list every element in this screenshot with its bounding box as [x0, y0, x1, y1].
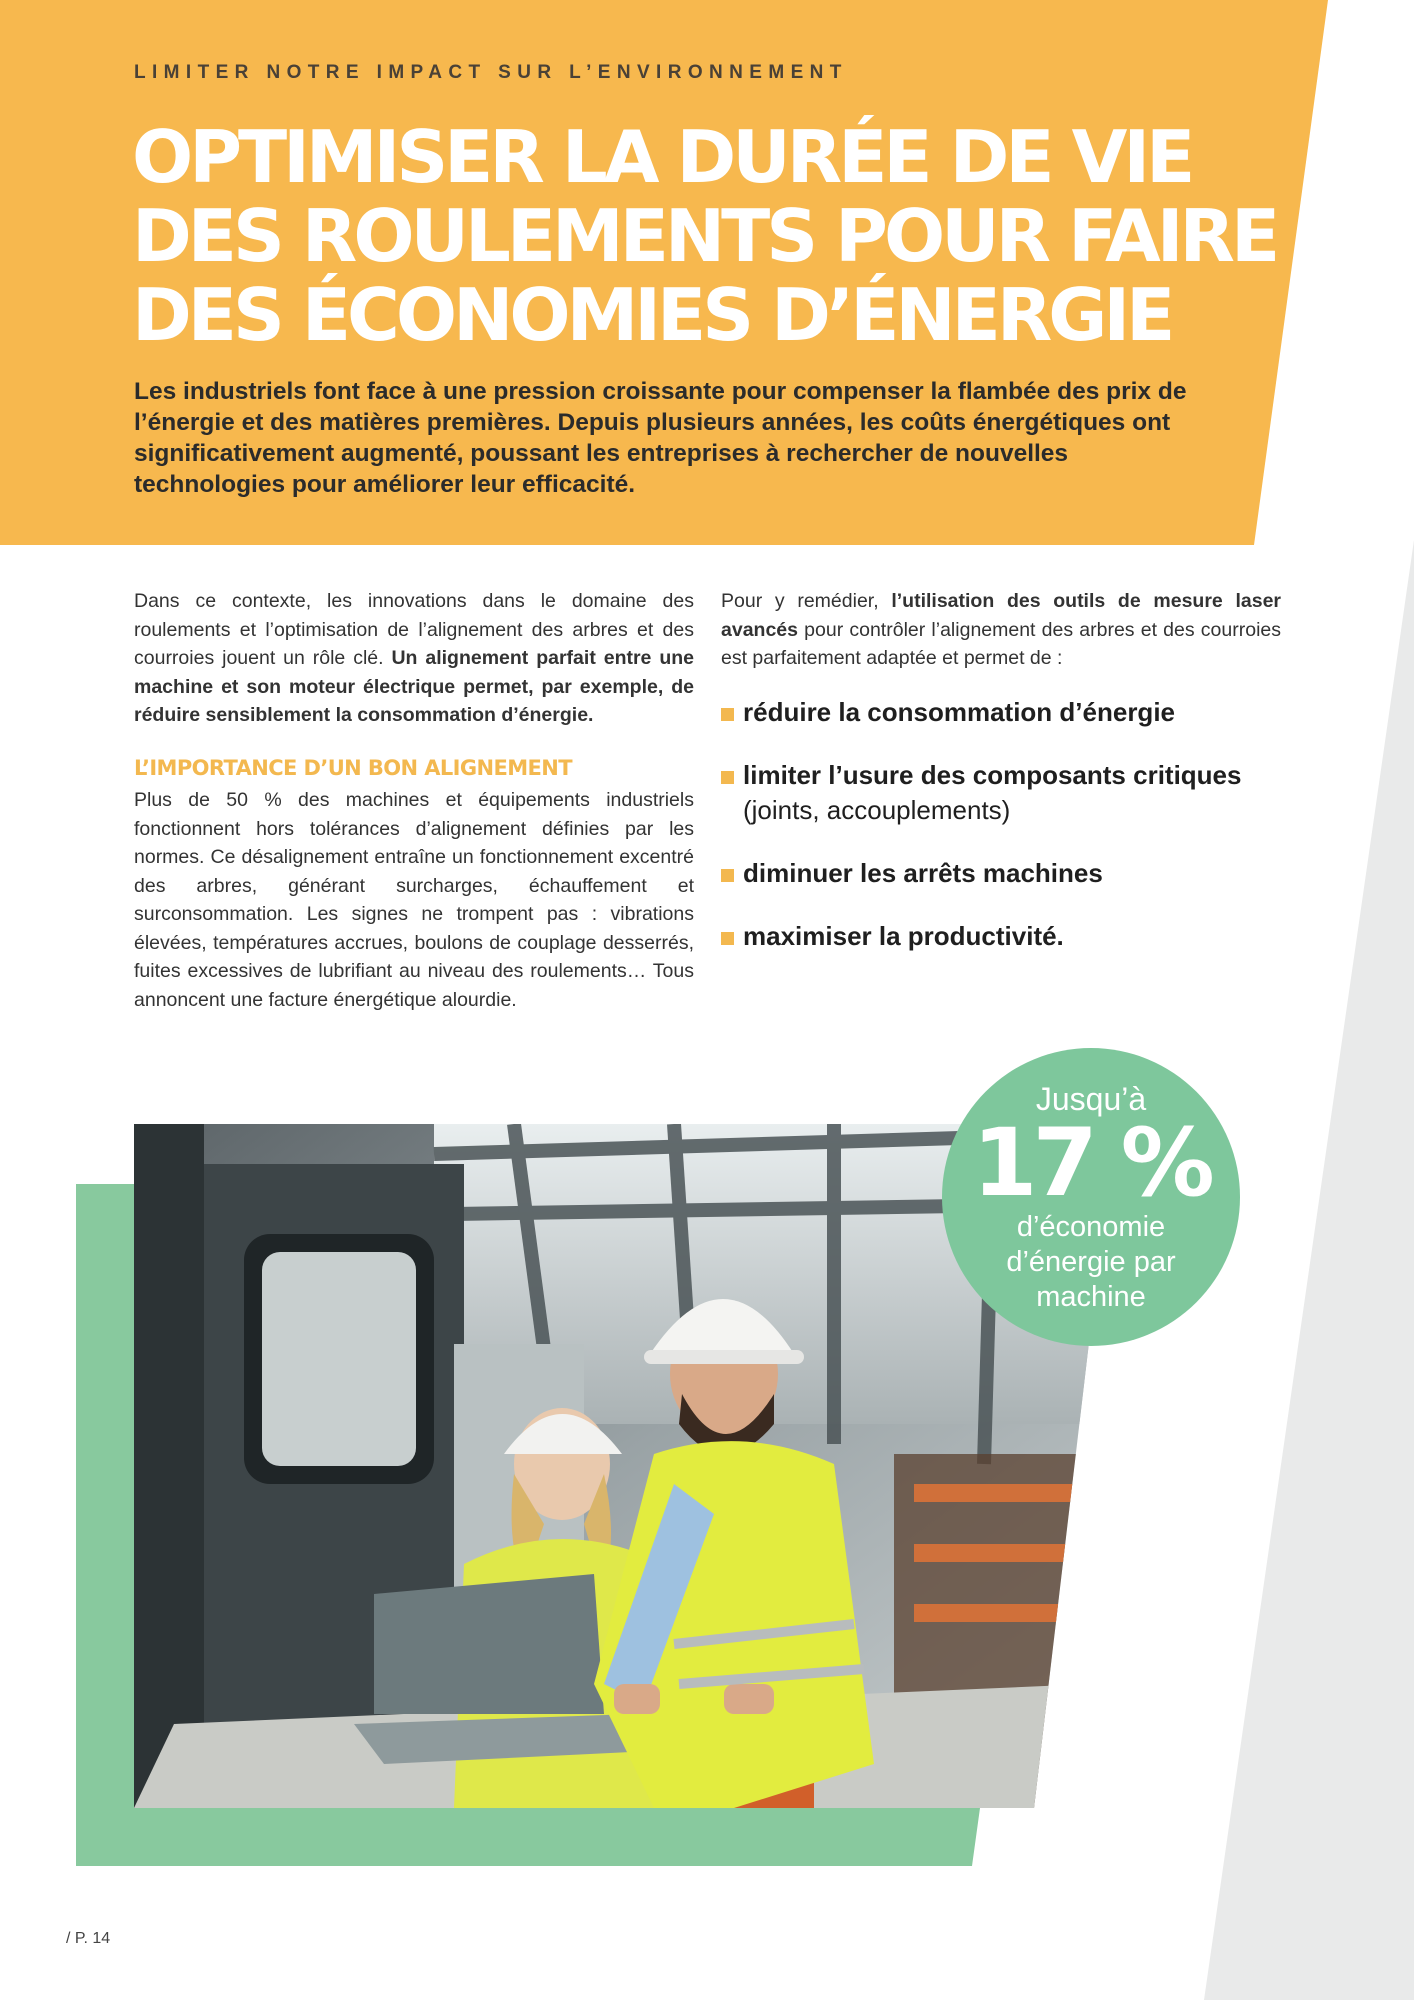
remedy-text-1: Pour y remédier, [721, 590, 892, 612]
intro-paragraph: Les industriels font face à une pression croissante pour compenser la flambée des prix de l’énergie et des matières premières. Depuis plusieurs années, les coûts énergétiques ont significativement augmenté, poussant les entreprises à rechercher de nouvelles technologies pour améliorer leur efficacité. [134, 378, 1187, 498]
badge-caption-line: machine [1036, 1281, 1146, 1313]
section-kicker: LIMITER NOTRE IMPACT SUR L’ENVIRONNEMENT [134, 62, 848, 83]
benefit-text: diminuer les arrêts machines [743, 857, 1103, 888]
remedy-text-bold: l’utilisation des outils de mesure laser avancés [721, 590, 1282, 641]
badge-caption [942, 1210, 1240, 1315]
benefit-text: maximiser la productivité. [743, 920, 1064, 951]
benefit-text: réduire la consommation d’énergie [743, 696, 1175, 727]
benefit-detail: (joints, accouplements) [743, 794, 1011, 825]
badge-caption-line: d’énergie par [1006, 1246, 1176, 1278]
badge-value: 17 % [972, 1109, 1210, 1218]
alignment-paragraph: Plus de 50 % des machines et équipements industriels fonctionnent hors tolérances d’alignement définies par les normes. Ce désalignement entraîne un fonctionnement excentré des arbres, générant surcharges, échauffement et surconsommation. Les signes ne trompent pas : vibrations élevées, températures accrues, boulons de couplage desserrés, fuites excessives de lubrifiant au niveau des roulements… Tous annoncent une facture énergétique alourdie. [134, 789, 694, 1011]
savings-badge [942, 1048, 1240, 1346]
badge-caption-line: d’économie [1016, 1211, 1166, 1243]
page-number: / P. 14 [66, 1930, 111, 1947]
alignment-subheading: L’IMPORTANCE D’UN BON ALIGNEMENT [134, 755, 572, 780]
title-line-1: OPTIMISER LA DURÉE DE VIE [132, 115, 1192, 199]
title-line-3: DES ÉCONOMIES D’ÉNERGIE [132, 273, 1172, 357]
benefit-text: limiter l’usure des composants critiques [743, 759, 1242, 790]
context-text-bold: Un alignement parfait entre une machine et son moteur électrique permet, par exemple, de réduire sensiblement la consommation d’énergie. [134, 647, 694, 726]
title-line-2: DES ROULEMENTS POUR FAIRE [132, 194, 1277, 278]
remedy-text-2: pour contrôler l’alignement des arbres et des courroies est parfaitement adaptée et permet de : [721, 618, 1281, 669]
badge-prefix: Jusqu’à [1035, 1081, 1147, 1117]
context-text: Dans ce contexte, les innovations dans le domaine des roulements et l’optimisation de l’alignement des arbres et des courroies jouent un rôle clé. [134, 590, 694, 669]
